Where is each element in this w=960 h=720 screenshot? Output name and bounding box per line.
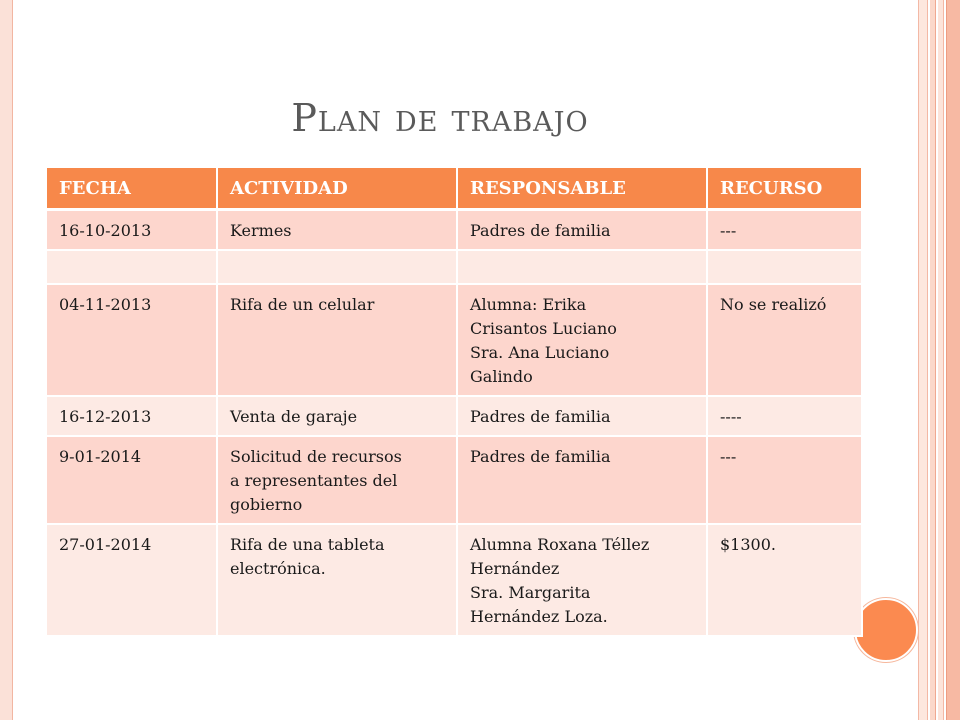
cell-line: a representantes del [230,471,398,490]
cell-responsable [457,210,707,251]
cell-actividad [217,396,457,436]
cell-line: Solicitud de recursos [230,447,402,466]
border-stripe [946,0,960,720]
cell-actividad [217,210,457,251]
table-header-row [47,168,862,210]
cell-recurso: $1300. [707,524,862,636]
cell-responsable [457,396,707,436]
header-fecha: FECHA [47,168,217,210]
cell-line: Alumna Roxana Téllez [470,535,650,554]
cell-actividad [217,436,457,524]
cell-line: Hernández [470,559,560,578]
cell-line: Crisantos Luciano [470,319,617,338]
cell-recurso: No se realizó [707,284,862,396]
cell-responsable [457,250,707,284]
cell-actividad [217,250,457,284]
border-stripe [918,0,928,720]
cell-fecha: 27-01-2014 [47,524,217,636]
cell-fecha [47,250,217,284]
cell-line: Kermes [230,221,292,240]
cell-recurso: --- [707,436,862,524]
border-stripe [938,0,944,720]
slide-title: Plan de trabajo [291,96,589,140]
cell-actividad [217,524,457,636]
cell-line: Sra. Margarita [470,583,591,602]
cell-line: Galindo [470,367,533,386]
cell-responsable [457,284,707,396]
cell-line: Hernández Loza. [470,607,608,626]
cell-responsable [457,436,707,524]
cell-actividad [217,284,457,396]
header-recurso: RECURSO [707,168,862,210]
cell-fecha: 9-01-2014 [47,436,217,524]
table-row [47,524,862,636]
cell-fecha: 04-11-2013 [47,284,217,396]
table-row [47,396,862,436]
cell-line: gobierno [230,495,303,514]
table-row [47,284,862,396]
table-row [47,436,862,524]
cell-line: Alumna: Erika [470,295,587,314]
table-row [47,210,862,251]
cell-line: Rifa de un celular [230,295,375,314]
header-actividad: ACTIVIDAD [217,168,457,210]
cell-fecha: 16-10-2013 [47,210,217,251]
cell-line: Venta de garaje [230,407,358,426]
work-plan-table [47,168,863,637]
cell-line: Padres de familia [470,221,611,240]
table-row [47,250,862,284]
cell-recurso [707,250,862,284]
cell-recurso: --- [707,210,862,251]
decorative-circle-icon [854,598,918,662]
border-stripe [930,0,936,720]
cell-line: Padres de familia [470,447,611,466]
right-border-stripes [918,0,960,720]
cell-responsable [457,524,707,636]
cell-line: electrónica. [230,559,326,578]
cell-line: Padres de familia [470,407,611,426]
header-responsable: RESPONSABLE [457,168,707,210]
cell-fecha: 16-12-2013 [47,396,217,436]
cell-line: Sra. Ana Luciano [470,343,610,362]
cell-recurso: ---- [707,396,862,436]
cell-line: Rifa de una tableta [230,535,385,554]
